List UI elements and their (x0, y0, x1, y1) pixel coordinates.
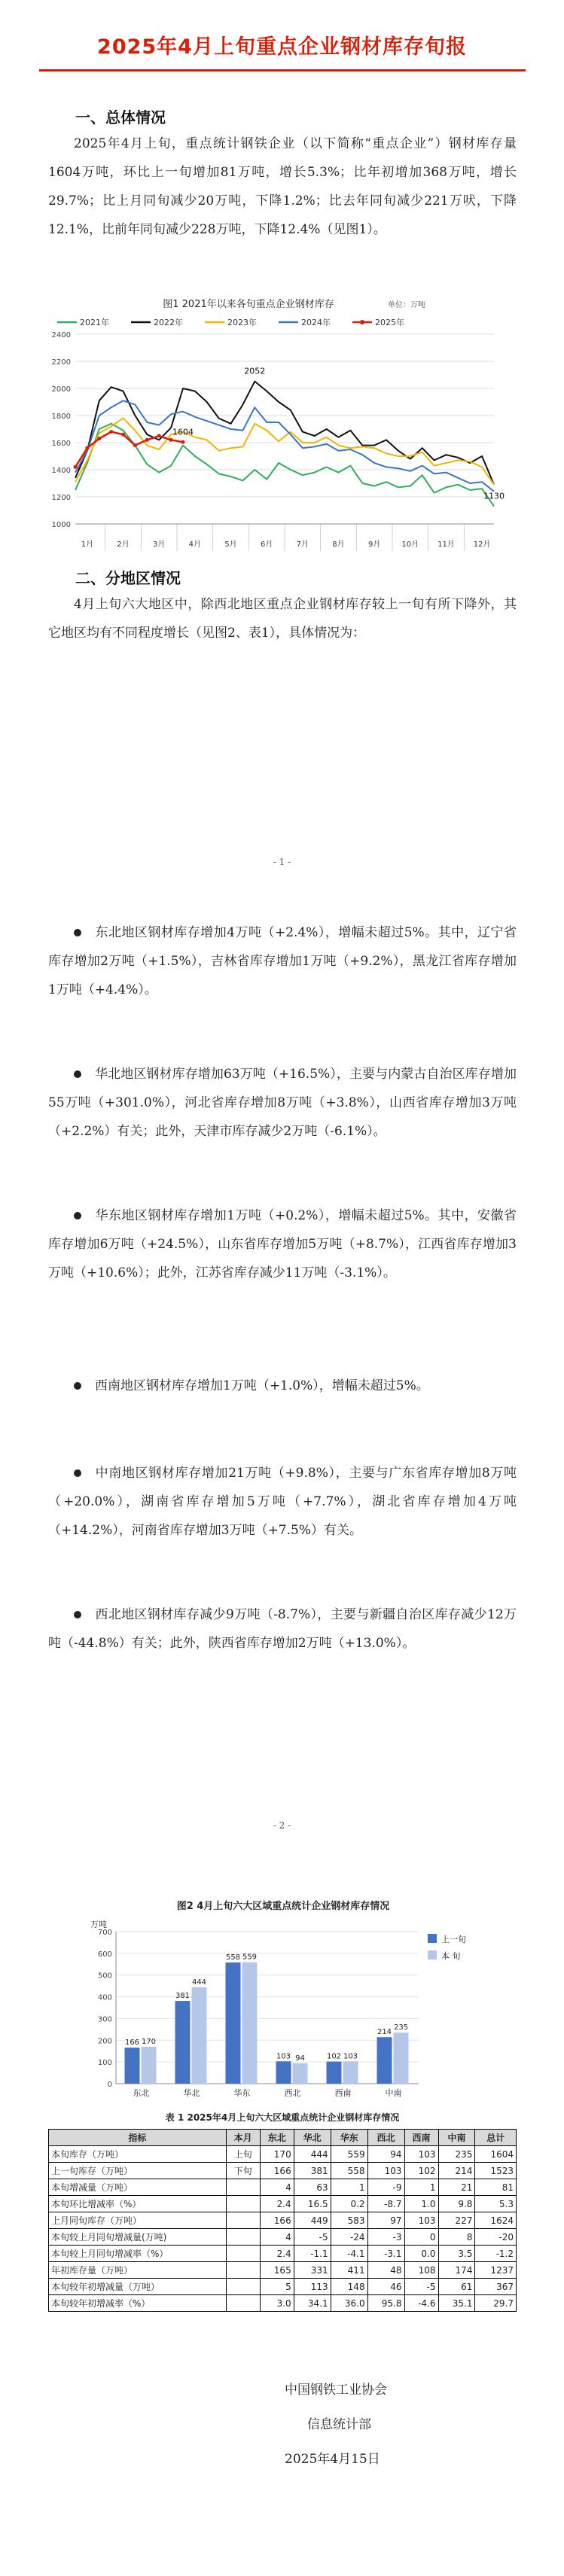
chart-2-legend (428, 1934, 466, 1961)
table-cell: 170 (260, 2146, 294, 2163)
bullet-text: 东北地区钢材库存增加4万吨（+2.4%），增幅未超过5%。其中，辽宁省库存增加2万吨（+1.5%），吉林省库存增加1万吨（+9.2%），黑龙江省库存增加1万吨（+4.4%）。 (48, 925, 517, 997)
table-cell: 165 (260, 2262, 294, 2279)
table-cell: -5 (294, 2229, 331, 2246)
chart-1-y-tick-label: 2400 (51, 331, 71, 340)
table-cell: 235 (438, 2146, 475, 2163)
table-cell: -1.2 (475, 2246, 517, 2262)
table-row (49, 2196, 517, 2212)
table-cell: 0.2 (331, 2196, 367, 2212)
chart-1-point (97, 437, 101, 440)
chart-1-legend-label: 2024年 (301, 318, 331, 327)
chart-1-inventory-lines (45, 295, 520, 557)
chart-1-legend-marker (360, 320, 364, 324)
region-bullet (48, 1372, 517, 1400)
chart-2-legend-label: 本 旬 (441, 1951, 461, 1961)
chart-1-point (121, 433, 125, 437)
chart-2-bar (125, 2048, 140, 2084)
table-cell: 46 (367, 2279, 404, 2295)
table-cell: 411 (331, 2262, 367, 2279)
chart-2-y-tick-label: 500 (97, 1972, 112, 1981)
chart-2-y-tick-label: 700 (97, 1929, 112, 1937)
table-cell: -3.1 (367, 2246, 404, 2262)
table-header-cell: 西北 (367, 2130, 404, 2146)
chart-2-data-label: 103 (276, 2052, 291, 2061)
table-row-label: 本旬环比增减率（%） (49, 2196, 227, 2212)
chart-1-point (85, 446, 89, 450)
chart-1-y-tick-label: 1200 (51, 494, 71, 502)
chart-1-month-label: 7月 (296, 540, 309, 549)
table-row-label: 上月同旬库存（万吨） (49, 2212, 227, 2229)
table-cell: 102 (404, 2163, 438, 2179)
chart-1-y-ticks (52, 331, 71, 529)
table-cell: 113 (294, 2279, 331, 2295)
bullet-text: 西南地区钢材库存增加1万吨（+1.0%），增幅未超过5%。 (95, 1378, 429, 1393)
table-cell: 63 (294, 2179, 331, 2196)
chart-1-month-label: 11月 (437, 540, 455, 549)
chart-2-bar (242, 1962, 258, 2084)
table-cell: 367 (475, 2279, 517, 2295)
table-cell: 5 (260, 2279, 294, 2295)
table-cell: -4.6 (404, 2295, 438, 2312)
table-cell: 21 (438, 2179, 475, 2196)
table-cell: 214 (438, 2163, 475, 2179)
region-bullet (48, 1600, 517, 1658)
table-cell: 4 (260, 2229, 294, 2246)
chart-1-month-label: 12月 (473, 540, 491, 549)
table-cell: 2.4 (260, 2196, 294, 2212)
chart-1-point (181, 440, 184, 444)
table-cell: 1624 (475, 2212, 517, 2229)
chart-2-bar (343, 2061, 358, 2084)
chart-2-category-label: 东北 (133, 2088, 150, 2098)
table-cell: 16.5 (294, 2196, 331, 2212)
table-cell: 148 (331, 2279, 367, 2295)
chart-2-legend-swatch (428, 1950, 437, 1959)
chart-1-series (74, 382, 495, 507)
chart-1-data-label: 2052 (244, 366, 266, 376)
table-row-label: 年初库存量（万吨） (49, 2262, 227, 2279)
chart-1-data-label: 1604 (172, 427, 194, 437)
bullet-dot-icon (74, 1212, 81, 1219)
table-header-cell: 华东 (331, 2130, 367, 2146)
chart-1-point (145, 438, 149, 442)
bullet-text: 华东地区钢材库存增加1万吨（+0.2%），增幅未超过5%。其中，安徽省库存增加6万吨（+24.5%），山东省库存增加5万吨（+8.7%），江西省库存增加3万吨（+10.6%）；此外，江苏省库存减少11万吨（-3.1%）。 (48, 1208, 517, 1280)
table-cell (226, 2246, 260, 2262)
page-number-2: - 2 - (273, 1820, 291, 1831)
signature-org: 中国钢铁工业协会 (285, 2383, 387, 2398)
table-row-label: 本旬库存（万吨） (49, 2146, 227, 2163)
table-cell: 下旬 (226, 2163, 260, 2179)
table-cell (226, 2212, 260, 2229)
chart-2-data-label: 444 (191, 1978, 207, 1987)
chart-2-y-tick-label: 300 (97, 2015, 112, 2024)
table-row (49, 2295, 517, 2312)
table-cell: 0.0 (404, 2246, 438, 2262)
bullet-dot-icon (74, 1382, 81, 1390)
table-cell: 166 (260, 2212, 294, 2229)
chart-1-point (169, 438, 173, 442)
table-cell: -9 (367, 2179, 404, 2196)
chart-2-bar (293, 2063, 308, 2084)
table-cell: 449 (294, 2212, 331, 2229)
section-2-text: 4月上旬六大地区中，除西北地区重点企业钢材库存较上一旬有所下降外，其它地区均有不同程度增长（见图2、表1），具体情况为： (48, 597, 517, 641)
table-cell: 1523 (475, 2163, 517, 2179)
chart-1-y-tick-label: 1800 (51, 413, 71, 421)
chart-2-data-label: 559 (242, 1953, 258, 1962)
chart-1-data-label: 1130 (483, 491, 505, 501)
table-cell: 2.4 (260, 2246, 294, 2262)
table-cell: 1 (331, 2179, 367, 2196)
chart-2-category-label: 华东 (233, 2088, 251, 2098)
chart-2-data-label: 235 (393, 2023, 409, 2032)
table-cell: -5 (404, 2279, 438, 2295)
chart-2-data-label: 170 (141, 2037, 157, 2046)
chart-1-point (109, 430, 113, 434)
chart-1-y-tick-label: 1600 (51, 440, 71, 448)
region-bullet (48, 1201, 517, 1287)
chart-1-month-label: 10月 (401, 540, 419, 549)
chart-1-month-label: 4月 (188, 540, 202, 549)
table-row-label: 上一旬库存（万吨） (49, 2163, 227, 2179)
chart-1-month-label: 3月 (153, 540, 166, 549)
chart-2-bar (142, 2047, 157, 2084)
chart-2-y-label: 万吨 (90, 1920, 107, 1929)
chart-2-bar (377, 2037, 392, 2084)
chart-2-y-tick-label: 400 (97, 1993, 112, 2002)
bullet-dot-icon (74, 929, 81, 936)
table-cell: -4.1 (331, 2246, 367, 2262)
chart-2-data-label: 166 (124, 2039, 140, 2048)
table-row-label: 本旬较上月同旬增减率（%） (49, 2246, 227, 2262)
chart-2-legend-label: 上一旬 (441, 1935, 466, 1944)
table-cell: 34.1 (294, 2295, 331, 2312)
table-row (49, 2179, 517, 2196)
table-header-cell: 东北 (260, 2130, 294, 2146)
chart-2-legend-swatch (428, 1934, 437, 1943)
table-cell: 81 (475, 2179, 517, 2196)
table-cell (226, 2196, 260, 2212)
table-row-label: 本旬增减量（万吨） (49, 2179, 227, 2196)
bullet-dot-icon (74, 1611, 81, 1618)
table-body (49, 2146, 517, 2312)
chart-2-bar (192, 1987, 207, 2084)
chart-1-month-label: 9月 (367, 540, 381, 549)
chart-1-month-label: 2月 (117, 540, 130, 549)
table-cell: 95.8 (367, 2295, 404, 2312)
table-cell (226, 2229, 260, 2246)
table-cell: 103 (404, 2146, 438, 2163)
chart-2-y-tick-label: 100 (97, 2059, 112, 2068)
chart-2-data-label: 103 (343, 2052, 358, 2061)
table-row-label: 本旬较年初增减量（万吨） (49, 2279, 227, 2295)
chart-2-data-label: 94 (295, 2054, 305, 2063)
table-cell (226, 2179, 260, 2196)
chart-1-x-ticks (81, 524, 491, 551)
bullet-dot-icon (74, 1469, 81, 1477)
region-bullet (48, 1060, 517, 1146)
chart-2-data-label: 381 (175, 1992, 191, 2001)
table-cell: 559 (331, 2146, 367, 2163)
table-row (49, 2279, 517, 2295)
table-cell: 1604 (475, 2146, 517, 2163)
table-cell: 331 (294, 2262, 331, 2279)
table-cell: 227 (438, 2212, 475, 2229)
chart-1-y-tick-label: 1000 (51, 521, 71, 529)
chart-2-title: 图2 4月上旬六大区域重点统计企业钢材库存情况 (176, 1901, 390, 1912)
signature-date: 2025年4月15日 (285, 2452, 380, 2467)
section-2-heading: 二、分地区情况 (75, 569, 181, 587)
region-inventory-table (48, 2129, 517, 2312)
chart-2-data-label: 214 (377, 2028, 392, 2037)
table-cell: 94 (367, 2146, 404, 2163)
page-number-1: - 1 - (273, 857, 291, 867)
table-cell: 103 (367, 2163, 404, 2179)
table-cell: 36.0 (331, 2295, 367, 2312)
table-row (49, 2262, 517, 2279)
table-cell: 35.1 (438, 2295, 475, 2312)
bullet-text: 西北地区钢材库存减少9万吨（-8.7%），主要与新疆自治区库存减少12万吨（-44.8%）有关；此外，陕西省库存增加2万吨（+13.0%）。 (48, 1607, 517, 1651)
chart-1-point (74, 465, 78, 469)
chart-1-month-label: 8月 (332, 540, 345, 549)
table-cell: 166 (260, 2163, 294, 2179)
chart-1-legend-label: 2023年 (227, 318, 257, 327)
table-cell: 9.8 (438, 2196, 475, 2212)
page-title: 2025年4月上旬重点企业钢材库存旬报 (97, 35, 467, 59)
region-bullet (48, 918, 517, 1004)
chart-2-y-tick-label: 600 (97, 1950, 112, 1959)
table-cell: -24 (331, 2229, 367, 2246)
table-cell: 1 (404, 2179, 438, 2196)
bullet-text: 中南地区钢材库存增加21万吨（+9.8%），主要与广东省库存增加8万吨（+20.0%），湖南省库存增加5万吨（+7.7%），湖北省库存增加4万吨（+14.2%），河南省库存增加3万吨（+7.5%）有关。 (48, 1466, 517, 1538)
chart-2-data-label: 558 (225, 1953, 241, 1962)
table-cell: 5.3 (475, 2196, 517, 2212)
section-1-text: 2025年4月上旬，重点统计钢铁企业（以下简称“重点企业”）钢材库存量1604万吨，环比上一旬增加81万吨，增长5.3%；比年初增加368万吨，增长29.7%；比上月同旬减少20万吨，下降1.2%；比去年同旬减少221万吠，下降12.1%，比前年同旬减少228万吨，下降12.4%（见图1）。 (48, 136, 517, 237)
table-cell: 1.0 (404, 2196, 438, 2212)
chart-1-point (133, 443, 137, 447)
chart-2-bar (175, 2001, 191, 2084)
table-cell: 0 (404, 2229, 438, 2246)
table-cell: 381 (294, 2163, 331, 2179)
table-cell: 1237 (475, 2262, 517, 2279)
chart-1-series-line (75, 400, 494, 492)
table-cell: 108 (404, 2262, 438, 2279)
table-cell: 558 (331, 2163, 367, 2179)
chart-1-legend (57, 317, 404, 327)
chart-2-category-label: 西南 (334, 2088, 352, 2098)
chart-1-legend-label: 2025年 (375, 318, 404, 327)
table-row (49, 2163, 517, 2179)
table-cell: 61 (438, 2279, 475, 2295)
chart-2-y-tick-label: 0 (107, 2081, 112, 2089)
chart-2-bar (226, 1962, 241, 2084)
table-cell (226, 2262, 260, 2279)
chart-1-y-tick-label: 2000 (51, 385, 71, 394)
table-cell: 97 (367, 2212, 404, 2229)
chart-1-legend-label: 2022年 (154, 318, 183, 327)
section-1-heading: 一、总体情况 (75, 108, 166, 126)
chart-1-y-tick-label: 2200 (51, 358, 71, 367)
table-1-caption: 表 1 2025年4月上旬六大区域重点统计企业钢材库存情况 (165, 2112, 400, 2123)
table-row (49, 2229, 517, 2246)
table-cell: -3 (367, 2229, 404, 2246)
chart-1-y-tick-label: 1400 (51, 467, 71, 475)
chart-1-annotations (172, 367, 505, 501)
chart-1-legend-label: 2021年 (80, 318, 109, 327)
chart-2-y-tick-label: 200 (97, 2037, 112, 2046)
table-row (49, 2146, 517, 2163)
chart-2-region-bars (87, 1897, 509, 2108)
table-cell: 4 (260, 2179, 294, 2196)
table-row (49, 2246, 517, 2262)
bullet-dot-icon (74, 1070, 81, 1078)
signature-dept: 信息统计部 (307, 2417, 371, 2432)
table-row (49, 2212, 517, 2229)
table-cell: 103 (404, 2212, 438, 2229)
table-header-cell: 西南 (404, 2130, 438, 2146)
table-header-cell: 指标 (49, 2130, 227, 2146)
chart-2-bar (327, 2062, 342, 2084)
table-cell (226, 2279, 260, 2295)
chart-1-month-label: 6月 (260, 540, 273, 549)
table-cell: 583 (331, 2212, 367, 2229)
chart-2-category-label: 华北 (183, 2088, 200, 2098)
region-bullet (48, 1459, 517, 1545)
table-cell: -8.7 (367, 2196, 404, 2212)
chart-1-month-label: 1月 (81, 540, 94, 549)
bullet-text: 华北地区钢材库存增加63万吨（+16.5%），主要与内蒙古自治区库存增加55万吨（+301.0%），河北省库存增加8万吨（+3.8%），山西省库存增加3万吨（+2.2%）有关；此外，天津市库存减少2万吨（-6.1%）。 (48, 1067, 517, 1139)
table-cell: 3.5 (438, 2246, 475, 2262)
table-row-label: 本旬较年初增减率（%） (49, 2295, 227, 2312)
table-cell: 29.7 (475, 2295, 517, 2312)
table-cell: -20 (475, 2229, 517, 2246)
table-header-cell: 华北 (294, 2130, 331, 2146)
table-cell: 444 (294, 2146, 331, 2163)
chart-2-data-label: 102 (326, 2052, 342, 2061)
chart-1-unit: 单位：万吨 (388, 301, 425, 309)
chart-2-category-label: 西北 (284, 2088, 301, 2098)
table-cell: 上旬 (226, 2146, 260, 2163)
title-divider (39, 69, 526, 72)
table-cell: 174 (438, 2262, 475, 2279)
table-cell: 48 (367, 2262, 404, 2279)
table-header-cell: 总计 (475, 2130, 517, 2146)
chart-1-point (157, 434, 161, 438)
table-cell: 3.0 (260, 2295, 294, 2312)
table-header-row (49, 2130, 517, 2146)
table-header-cell: 本月 (226, 2130, 260, 2146)
chart-2-category-label: 中南 (385, 2088, 402, 2098)
table-row-label: 本旬较上月同旬增减量(万吨) (49, 2229, 227, 2246)
chart-2-bar (276, 2061, 291, 2084)
table-cell: -1.1 (294, 2246, 331, 2262)
table-cell: 8 (438, 2229, 475, 2246)
chart-2-bar (394, 2032, 409, 2084)
chart-1-month-label: 5月 (224, 540, 237, 549)
chart-1-title: 图1 2021年以来各旬重点企业钢材库存 (163, 299, 334, 310)
table-header-cell: 中南 (438, 2130, 475, 2146)
table-cell (226, 2295, 260, 2312)
